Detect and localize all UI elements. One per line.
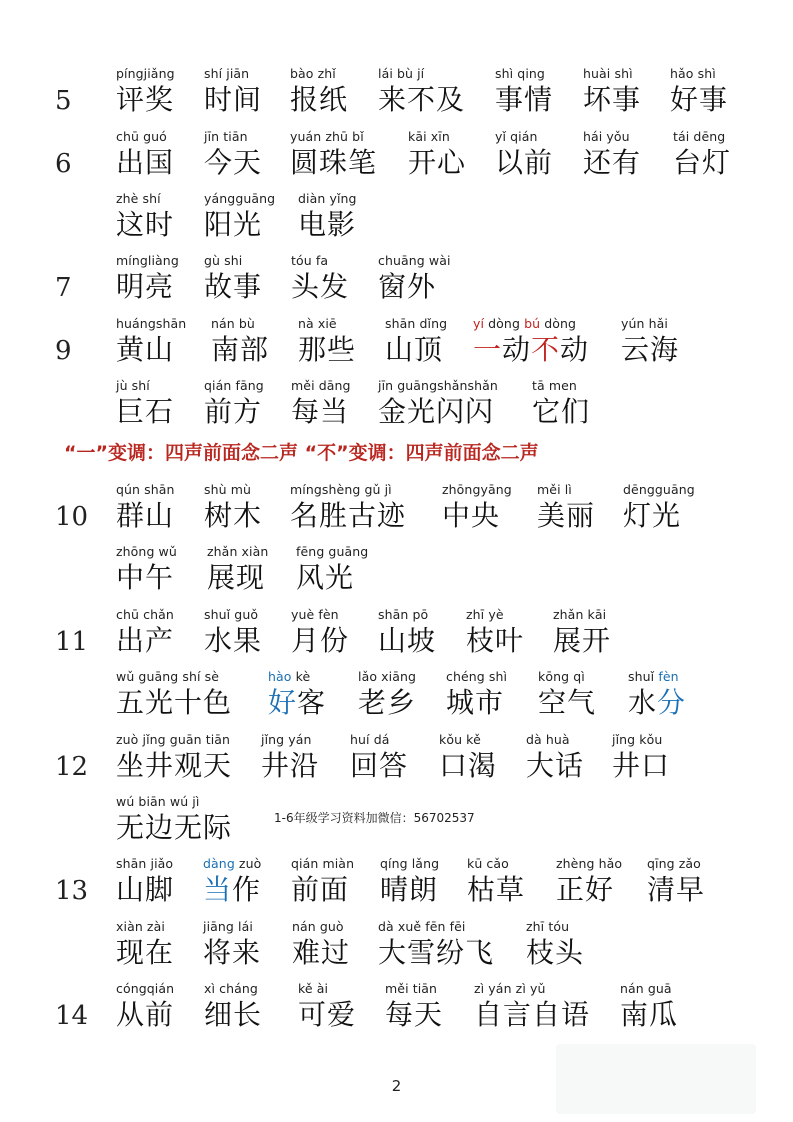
vocab-word [116, 980, 174, 1032]
pinyin [203, 855, 261, 873]
hanzi: 时间 [204, 83, 263, 116]
contact-note: 1-6年级学习资料加微信：56702537 [274, 811, 475, 825]
hanzi-part: 水 [628, 686, 658, 719]
hanzi: 每当 [291, 395, 350, 428]
pinyin: shù mù [204, 482, 252, 497]
lesson-number: 14 [55, 1001, 89, 1031]
vocab-word [623, 481, 695, 533]
vocab-word [116, 190, 174, 242]
hanzi-highlight-blue: 分 [657, 686, 687, 719]
lesson-number: 5 [55, 86, 72, 116]
pinyin-highlight-red: bú [524, 316, 541, 331]
vocab-word [556, 855, 622, 907]
hanzi-part: 动 [502, 333, 532, 366]
hanzi: 枝叶 [466, 624, 525, 657]
lesson-row-6 [0, 128, 793, 188]
pinyin: měi tiān [385, 981, 438, 996]
hanzi: 电影 [298, 208, 357, 241]
hanzi: 它们 [532, 395, 591, 428]
vocab-word [612, 731, 670, 783]
pinyin: jīn guāngshǎnshǎn [378, 378, 498, 393]
pinyin [473, 315, 589, 333]
pinyin: yún hǎi [621, 316, 668, 331]
pinyin: zhōng wǔ [116, 544, 177, 559]
hanzi: 将来 [203, 936, 262, 969]
hanzi: 中央 [442, 499, 501, 532]
pinyin: chuāng wài [378, 253, 451, 268]
pinyin: tái dēng [673, 129, 726, 144]
hanzi: 金光闪闪 [378, 395, 495, 428]
pinyin: nán guā [620, 981, 672, 996]
lesson-row-11 [0, 606, 793, 666]
hanzi: 那些 [298, 333, 357, 366]
hanzi: 出产 [116, 624, 175, 657]
hanzi: 难过 [292, 936, 351, 969]
pinyin: lǎo xiāng [358, 669, 417, 684]
pinyin-highlight-blue: hào [268, 669, 292, 684]
hanzi: 坐井观天 [116, 749, 233, 782]
vocab-word [532, 377, 590, 429]
hanzi [628, 686, 686, 720]
pinyin: kōng qì [538, 669, 585, 684]
hanzi: 云海 [621, 333, 680, 366]
lesson-row-13 [0, 855, 793, 915]
vocab-word [378, 65, 465, 117]
hanzi: 明亮 [116, 270, 175, 303]
hanzi: 展开 [553, 624, 612, 657]
tone-change-rule: “一”变调：四声前面念二声 “不”变调：四声前面念二声 [64, 442, 539, 464]
vocab-word [553, 606, 611, 658]
vocab-word [116, 855, 174, 907]
vocab-word [116, 481, 175, 533]
hanzi: 山顶 [385, 333, 444, 366]
pinyin-part: zuò [234, 856, 262, 871]
vocab-word [526, 731, 584, 783]
lesson-row-13-cont [0, 918, 793, 978]
pinyin: dà xuě fēn fēi [378, 919, 466, 934]
hanzi: 坏事 [583, 83, 642, 116]
vocab-word [537, 481, 595, 533]
pinyin: yǐ qián [495, 129, 538, 144]
vocab-word [495, 128, 553, 180]
vocab-word [116, 668, 232, 720]
vocab-word [385, 315, 447, 367]
vocab-word [291, 377, 351, 429]
pinyin [268, 668, 326, 686]
pinyin: yuè fèn [291, 607, 339, 622]
vocab-word [116, 65, 175, 117]
pinyin: chū guó [116, 129, 167, 144]
lesson-row-5 [0, 65, 793, 125]
hanzi: 清早 [647, 873, 706, 906]
pinyin: zhōngyāng [442, 482, 512, 497]
hanzi: 圆珠笔 [290, 146, 378, 179]
hanzi: 展现 [207, 561, 266, 594]
hanzi: 开心 [408, 146, 467, 179]
vocab-word [291, 252, 349, 304]
hanzi: 群山 [116, 499, 175, 532]
hanzi: 无边无际 [116, 811, 233, 844]
vocab-word [207, 543, 268, 595]
vocab-word-polyphone [203, 855, 261, 907]
hanzi: 出国 [116, 146, 175, 179]
pinyin: hǎo shì [670, 66, 716, 81]
vocab-word [116, 606, 174, 658]
pinyin: qún shān [116, 482, 175, 497]
hanzi: 黄山 [116, 333, 175, 366]
hanzi: 枝头 [526, 936, 585, 969]
lesson-number: 7 [55, 273, 72, 303]
pinyin [628, 668, 686, 686]
vocab-word [358, 668, 416, 720]
vocab-word [583, 65, 641, 117]
hanzi: 大话 [526, 749, 585, 782]
pinyin: yángguāng [204, 191, 276, 206]
vocab-word [298, 190, 357, 242]
pinyin: yuán zhū bǐ [290, 129, 364, 144]
hanzi: 窗外 [378, 270, 437, 303]
hanzi: 晴朗 [380, 873, 439, 906]
vocab-word [204, 65, 262, 117]
hanzi: 井口 [612, 749, 671, 782]
vocab-word-tone-change [473, 315, 589, 367]
vocab-word [204, 190, 275, 242]
pinyin: nán guò [292, 919, 344, 934]
hanzi: 从前 [116, 998, 175, 1031]
pinyin: kǒu kě [439, 732, 481, 747]
lesson-row-10 [0, 481, 793, 541]
pinyin: qián fāng [204, 378, 264, 393]
pinyin: cóngqián [116, 981, 175, 996]
hanzi: 这时 [116, 208, 175, 241]
pinyin: chéng shì [446, 669, 508, 684]
pinyin: shí jiān [204, 66, 250, 81]
vocab-word [292, 918, 350, 970]
hanzi: 细长 [204, 998, 263, 1031]
pinyin: míngshèng gǔ jì [290, 482, 392, 497]
pinyin-part: kè [291, 669, 311, 684]
hanzi-highlight-blue: 当 [203, 873, 233, 906]
pinyin: jiāng lái [203, 919, 253, 934]
hanzi: 来不及 [378, 83, 466, 116]
hanzi: 月份 [291, 624, 350, 657]
lesson-number: 13 [55, 876, 89, 906]
lesson-number: 9 [55, 336, 72, 366]
pinyin-highlight-blue: dàng [203, 856, 235, 871]
pinyin: shì qing [495, 66, 545, 81]
pinyin: píngjiǎng [116, 66, 175, 81]
hanzi: 口渴 [439, 749, 498, 782]
hanzi: 故事 [204, 270, 263, 303]
hanzi: 自言自语 [474, 998, 591, 1031]
hanzi [268, 686, 326, 720]
hanzi: 好事 [670, 83, 729, 116]
pinyin: tóu fa [291, 253, 329, 268]
hanzi: 前面 [291, 873, 350, 906]
vocab-word [204, 377, 264, 429]
hanzi: 阳光 [204, 208, 263, 241]
hanzi [473, 333, 589, 367]
pinyin: shān jiǎo [116, 856, 174, 871]
hanzi: 头发 [291, 270, 350, 303]
lesson-row-14 [0, 980, 793, 1040]
vocab-word [291, 606, 349, 658]
pinyin-part: shuǐ [628, 669, 659, 684]
pinyin: wú biān wú jì [116, 794, 200, 809]
pinyin: diàn yǐng [298, 191, 357, 206]
vocab-word [116, 918, 174, 970]
pinyin-highlight-red: yí [473, 316, 485, 331]
vocab-word [350, 731, 408, 783]
vocab-word [466, 606, 524, 658]
pinyin: qián miàn [291, 856, 355, 871]
pinyin-part: dòng [484, 316, 525, 331]
vocab-word [385, 980, 443, 1032]
pinyin: nán bù [211, 316, 255, 331]
vocab-word [116, 252, 179, 304]
hanzi: 南部 [211, 333, 270, 366]
pinyin: dà huà [526, 732, 570, 747]
hanzi: 井沿 [261, 749, 320, 782]
pinyin: jǐng kǒu [612, 732, 663, 747]
vocab-word [378, 377, 498, 429]
hanzi: 风光 [296, 561, 355, 594]
hanzi: 树木 [204, 499, 263, 532]
pinyin: lái bù jí [378, 66, 425, 81]
pinyin: fēng guāng [296, 544, 369, 559]
pinyin: xiàn zài [116, 919, 165, 934]
hanzi: 前方 [204, 395, 263, 428]
pinyin: zhǎn xiàn [207, 544, 269, 559]
pinyin: huí dá [350, 732, 390, 747]
hanzi: 城市 [446, 686, 505, 719]
page-number: 2 [391, 1077, 402, 1095]
vocab-word [474, 980, 590, 1032]
pinyin: chū chǎn [116, 607, 174, 622]
vocab-word [291, 855, 354, 907]
vocab-word [203, 918, 261, 970]
pinyin-highlight-blue: fèn [658, 669, 679, 684]
hanzi: 以前 [495, 146, 554, 179]
hanzi-highlight-blue: 好 [268, 686, 298, 719]
vocab-word-polyphone [628, 668, 686, 720]
vocab-word [378, 606, 436, 658]
vocab-word [439, 731, 497, 783]
vocab-word [211, 315, 269, 367]
vocab-word [116, 315, 186, 367]
pinyin: bào zhǐ [290, 66, 336, 81]
vocab-word [116, 543, 177, 595]
pinyin: jù shí [116, 378, 150, 393]
hanzi: 巨石 [116, 395, 175, 428]
pinyin: jǐng yán [261, 732, 312, 747]
lesson-number: 12 [55, 752, 89, 782]
hanzi: 回答 [350, 749, 409, 782]
vocab-word [583, 128, 641, 180]
lesson-row-9 [0, 315, 793, 375]
lesson-row-10-cont [0, 543, 793, 603]
vocab-word [467, 855, 525, 907]
vocab-word [378, 918, 494, 970]
pinyin: měi lì [537, 482, 572, 497]
lesson-number: 6 [55, 149, 72, 179]
vocab-word [538, 668, 596, 720]
pinyin: qíng lǎng [380, 856, 440, 871]
hanzi: 山脚 [116, 873, 175, 906]
pinyin: xì cháng [204, 981, 258, 996]
pinyin: huángshān [116, 316, 187, 331]
hanzi: 名胜古迹 [290, 499, 407, 532]
pinyin: zì yán zì yǔ [474, 981, 546, 996]
vocab-word [204, 128, 262, 180]
vocab-word [298, 315, 356, 367]
pinyin: tā men [532, 378, 577, 393]
vocab-word [620, 980, 678, 1032]
vocab-word [298, 980, 356, 1032]
pinyin: hái yǒu [583, 129, 630, 144]
pinyin: gù shi [204, 253, 243, 268]
vocab-word [116, 793, 232, 845]
hanzi: 现在 [116, 936, 175, 969]
pinyin: zhī tóu [526, 919, 570, 934]
pinyin: huài shì [583, 66, 633, 81]
vocab-word [290, 481, 406, 533]
vocab-word [495, 65, 553, 117]
lesson-number: 10 [55, 502, 89, 532]
vocab-word [204, 252, 262, 304]
hanzi: 水果 [204, 624, 263, 657]
pinyin: dēngguāng [623, 482, 695, 497]
hanzi-part: 客 [297, 686, 327, 719]
vocab-word [204, 606, 262, 658]
pinyin: jīn tiān [204, 129, 248, 144]
pinyin: kū cǎo [467, 856, 509, 871]
hanzi: 老乡 [358, 686, 417, 719]
vocab-word [673, 128, 731, 180]
hanzi: 灯光 [623, 499, 682, 532]
pinyin: shuǐ guǒ [204, 607, 259, 622]
hanzi: 评奖 [116, 83, 175, 116]
hanzi: 枯草 [467, 873, 526, 906]
pinyin: míngliàng [116, 253, 179, 268]
hanzi: 报纸 [290, 83, 349, 116]
vocab-word [446, 668, 507, 720]
pinyin: zhī yè [466, 607, 504, 622]
hanzi: 五光十色 [116, 686, 233, 719]
hanzi: 大雪纷飞 [378, 936, 495, 969]
vocab-word [647, 855, 705, 907]
hanzi: 可爱 [298, 998, 357, 1031]
hanzi: 美丽 [537, 499, 596, 532]
vocab-word [670, 65, 728, 117]
hanzi: 山坡 [378, 624, 437, 657]
hanzi [203, 873, 261, 907]
pinyin: zhè shí [116, 191, 161, 206]
vocab-word [204, 980, 262, 1032]
hanzi: 中午 [116, 561, 175, 594]
lesson-row-9-cont [0, 377, 793, 437]
pinyin: qīng zǎo [647, 856, 701, 871]
pinyin: měi dāng [291, 378, 351, 393]
hanzi: 事情 [495, 83, 554, 116]
pinyin: zhǎn kāi [553, 607, 607, 622]
vocab-word [116, 377, 174, 429]
hanzi-part: 动 [560, 333, 590, 366]
lesson-number: 11 [55, 627, 89, 657]
lesson-row-7 [0, 252, 793, 312]
vocab-word [380, 855, 439, 907]
lesson-row-6-cont [0, 190, 793, 250]
pinyin: shān pō [378, 607, 429, 622]
vocab-word [116, 128, 174, 180]
vocab-word [290, 65, 348, 117]
hanzi-highlight-red: 不 [531, 333, 561, 366]
hanzi: 台灯 [673, 146, 732, 179]
pinyin: zuò jǐng guān tiān [116, 732, 231, 747]
vocab-word [116, 731, 232, 783]
vocab-word [408, 128, 466, 180]
vocab-word [526, 918, 584, 970]
hanzi-highlight-red: 一 [473, 333, 503, 366]
pinyin: wǔ guāng shí sè [116, 669, 220, 684]
vocab-word [442, 481, 512, 533]
lesson-row-12 [0, 731, 793, 791]
hanzi: 空气 [538, 686, 597, 719]
vocab-word-polyphone [268, 668, 326, 720]
vocab-word [290, 128, 377, 180]
pinyin: kāi xīn [408, 129, 450, 144]
pinyin: zhèng hǎo [556, 856, 623, 871]
hanzi: 每天 [385, 998, 444, 1031]
pinyin-part: dòng [540, 316, 577, 331]
vocab-word [204, 481, 262, 533]
hanzi-part: 作 [232, 873, 262, 906]
hanzi: 正好 [556, 873, 615, 906]
pinyin: nà xiē [298, 316, 337, 331]
vocab-word [296, 543, 368, 595]
vocab-word [261, 731, 319, 783]
hanzi: 今天 [204, 146, 263, 179]
hanzi: 还有 [583, 146, 642, 179]
pinyin: kě ài [298, 981, 329, 996]
hanzi: 南瓜 [620, 998, 679, 1031]
vocab-word [378, 252, 451, 304]
lesson-row-11-cont [0, 668, 793, 728]
pinyin: shān dǐng [385, 316, 448, 331]
vocab-word [621, 315, 679, 367]
